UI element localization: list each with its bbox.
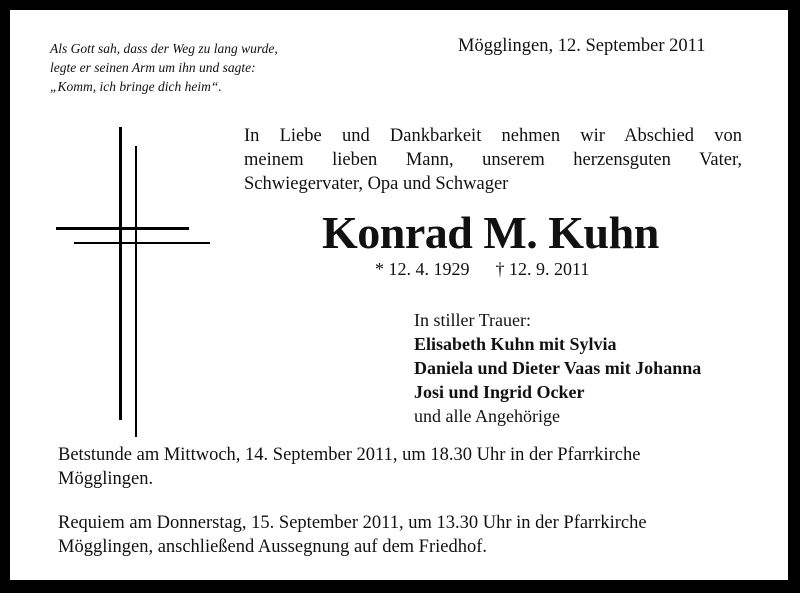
quote-line: legte er seinen Arm um ihn und sagte: xyxy=(50,60,256,75)
service-line: Mögglingen, anschließend Aussegnung auf dem Friedhof. xyxy=(58,537,488,557)
intro-line: meinem lieben Mann, unserem herzensguten Vater, xyxy=(244,150,742,170)
mourners-list xyxy=(414,308,701,428)
intro-line: Schwiegervater, Opa und Schwager xyxy=(244,174,509,194)
intro-text xyxy=(244,124,742,196)
mourner-name: Daniela und Dieter Vaas mit Johanna xyxy=(414,358,702,378)
farewell-quote xyxy=(50,39,370,96)
mourners-heading: In stiller Trauer: xyxy=(414,310,531,330)
quote-line: Als Gott sah, dass der Weg zu lang wurde, xyxy=(50,41,278,56)
service-line: Requiem am Donnerstag, 15. September 2011, um 13.30 Uhr in der Pfarrkirche xyxy=(58,513,647,533)
birth-date: * 12. 4. 1929 xyxy=(375,259,470,279)
life-dates xyxy=(375,259,589,280)
mourner-name: Josi und Ingrid Ocker xyxy=(414,382,585,402)
mourners-closing: und alle Angehörige xyxy=(414,406,560,426)
deceased-name: Konrad M. Kuhn xyxy=(322,207,659,258)
mourner-name: Elisabeth Kuhn mit Sylvia xyxy=(414,334,617,354)
service-line: Mögglingen. xyxy=(58,469,154,489)
service-line: Betstunde am Mittwoch, 14. September 2011, um 18.30 Uhr in der Pfarrkirche xyxy=(58,445,641,465)
service-requiem xyxy=(58,511,758,559)
death-date: † 12. 9. 2011 xyxy=(495,259,590,279)
service-prayer xyxy=(58,443,758,491)
intro-line: In Liebe und Dankbarkeit nehmen wir Abschied von xyxy=(244,126,742,146)
quote-line: „Komm, ich bringe dich heim“. xyxy=(50,79,222,94)
place-date: Mögglingen, 12. September 2011 xyxy=(458,36,706,56)
